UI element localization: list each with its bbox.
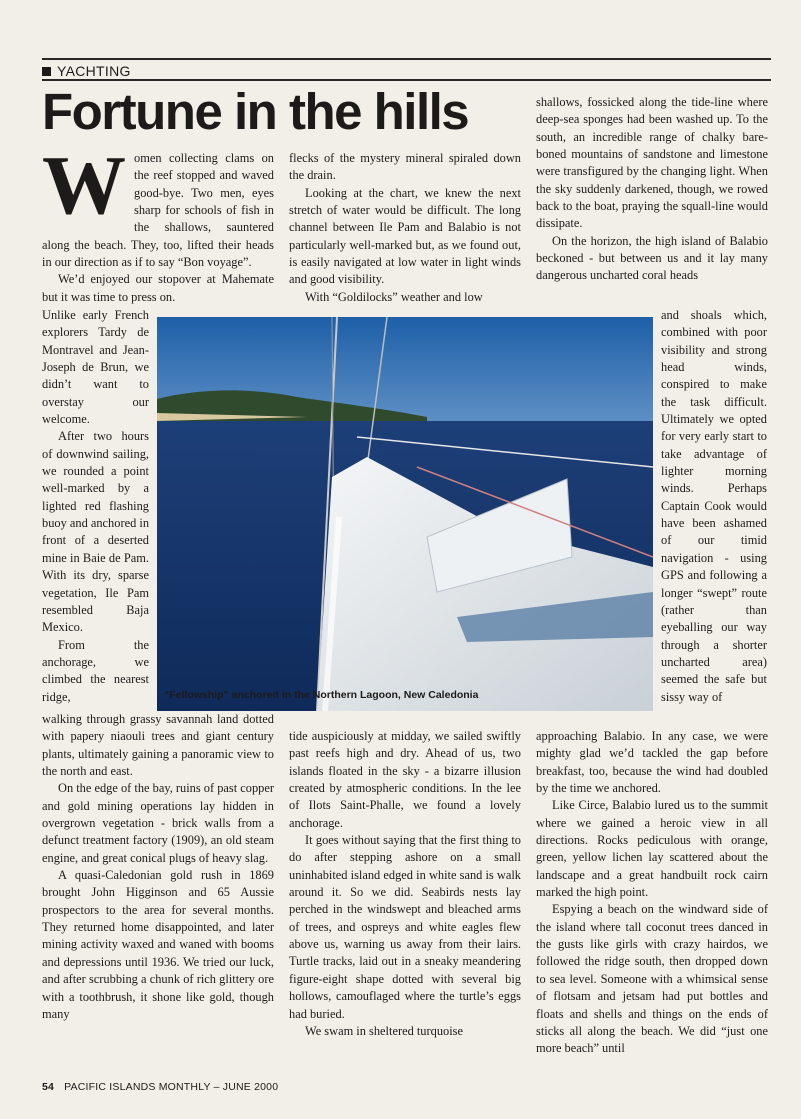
column-3-bottom [536,728,768,1058]
column-1-bottom [42,711,274,1023]
column-3-top [536,94,768,285]
photo-caption: “Fellowship” anchored in the Northern Lagoon, New Caledonia [164,689,479,701]
paragraph: It goes without saying that the first thing to do after stepping ashore on a small uninhabited island edged in white sand is walk around it. So we did. Seabirds nests lay perched in the windswept and bleached arms of trees, and ospreys and white eagles flew above us, warning us away from their lairs. Turtle tracks, laid out in a sneaky meandering figure-eight shape dotted with several big hollows, camouflaged where the turtle’s eggs had buried. [289,833,521,1021]
sailboat-deck-photo-icon [157,317,653,711]
paragraph: approaching Balabio. In any case, we were mighty glad we’d tackled the gap before breakfast, too, because the wind had doubled by the time we anchored. [536,729,768,796]
top-rule [42,58,771,60]
headline: Fortune in the hills [42,83,469,140]
paragraph: We’d enjoyed our stopover at Mahemate but it was time to press on. [42,272,274,304]
paragraph: Like Circe, Balabio lured us to the summit where we gained a heroic view in all directions. Rocks pediculous with orange, green, yellow lichen lay scattered about the landscape and a great handbuilt rock cairn marked the high point. [536,798,768,900]
paragraph: On the edge of the bay, ruins of past copper and gold mining operations lay hidden in overgrown vegetation - brick walls from a defunct treatment factory (1909), an old steam engine, and great conical plugs of heavy slag. [42,781,274,865]
column-1-top [42,139,274,306]
paragraph [42,139,274,271]
column-2-top [289,150,521,306]
section-square-icon [42,67,51,76]
paragraph: and shoals which, combined with poor visibility and strong head winds, conspired to make the task difficult. Ultimately we opted for very early start to take advantage of lighter morning winds. Perhaps Captain Cook would have been ashamed of our timid navigation - using GPS and following a longer “swept” route (rather than eyeballing our way through a shorter uncharted area) seemed the safe but sissy way of [661,308,767,704]
paragraph: Unlike early French explorers Tardy de Montravel and Jean-Joseph de Brun, we didn’t want to overstay our welcome. [42,308,149,427]
paragraph-text: omen collecting clams on the reef stopped and waved good-bye. Two men, eyes sharp for schools of fish in the shallows, sauntered along the beach. They, too, lifted their heads in our direction as if to say “Bon voyage”. [42,151,274,270]
paragraph: We swam in sheltered turquoise [305,1023,463,1038]
column-3-narrow [661,307,767,706]
sailboat-deck-photo [157,317,653,711]
paragraph: A quasi-Caledonian gold rush in 1869 brought John Higginson and 65 Aussie prospectors to the area for several months. They returned home disappointed, and later mining activity waxed and waned with booms and depressions until 1936. We tried our luck, and after scrubbing a chunk of rich glittery ore with a toothbrush, it shone like gold, though many [42,868,274,1021]
paragraph: With “Goldilocks” weather and low [305,289,483,304]
paragraph: Looking at the chart, we knew the next stretch of water would be difficult. The long channel between Ile Pam and Balabio is not particularly well-marked but, as we found out, is easily navigated at low water in light winds and good visibility. [289,185,521,287]
paragraph: From the anchorage, we climbed the nearest ridge, [42,637,149,704]
paragraph: shallows, fossicked along the tide-line where deep-sea sponges had been washed up. To the south, an incredible range of chalky bare-boned mountains of sandstone and limestone were transfigured by the changing light. When the sky suddenly darkened, though, we rowed back to the boat, praying the squall-line would dissipate. [536,95,768,231]
drop-cap: W [42,139,126,232]
column-2-bottom [289,728,521,1040]
column-1-narrow [42,307,149,706]
paragraph: On the horizon, the high island of Balabio beckoned - but between us and it lay many dangerous uncharted coral heads [536,233,768,283]
paragraph: Espying a beach on the windward side of the island where tall coconut trees danced in the gusts like girls with crazy hairdos, we followed the ridge south, then dropped down to sea level. Someone with a whimsical sense of flotsam and jetsam had put bottles and floats and shells and things on the ends of sticks all along the beach. We did “just one more beach” until [536,902,768,1056]
publication-name: PACIFIC ISLANDS MONTHLY – JUNE 2000 [64,1081,279,1093]
section-label-text: YACHTING [57,63,131,79]
paragraph: walking through grassy savannah land dotted with papery niaouli trees and giant century plants, ultimately gaining a panoramic view to the north and east. [42,712,274,779]
paragraph: After two hours of downwind sailing, we rounded a point well-marked by a lighted red flashing buoy and anchored in front of a deserted mine in Baie de Pam. With its dry, sparse vegetation, Ile Pam resembled Baja Mexico. [42,429,150,635]
page-number: 54 [42,1081,55,1093]
folio [42,1081,278,1093]
paragraph: tide auspiciously at midday, we sailed swiftly past reefs high and dry. Ahead of us, two islands floated in the sky - a bizarre illusion created by atmospheric conditions. In the lee of Ilots Saint-Phalle, we found a lovely anchorage. [289,729,521,830]
paragraph: flecks of the mystery mineral spiraled down the drain. [289,151,521,183]
section-label [42,63,131,79]
